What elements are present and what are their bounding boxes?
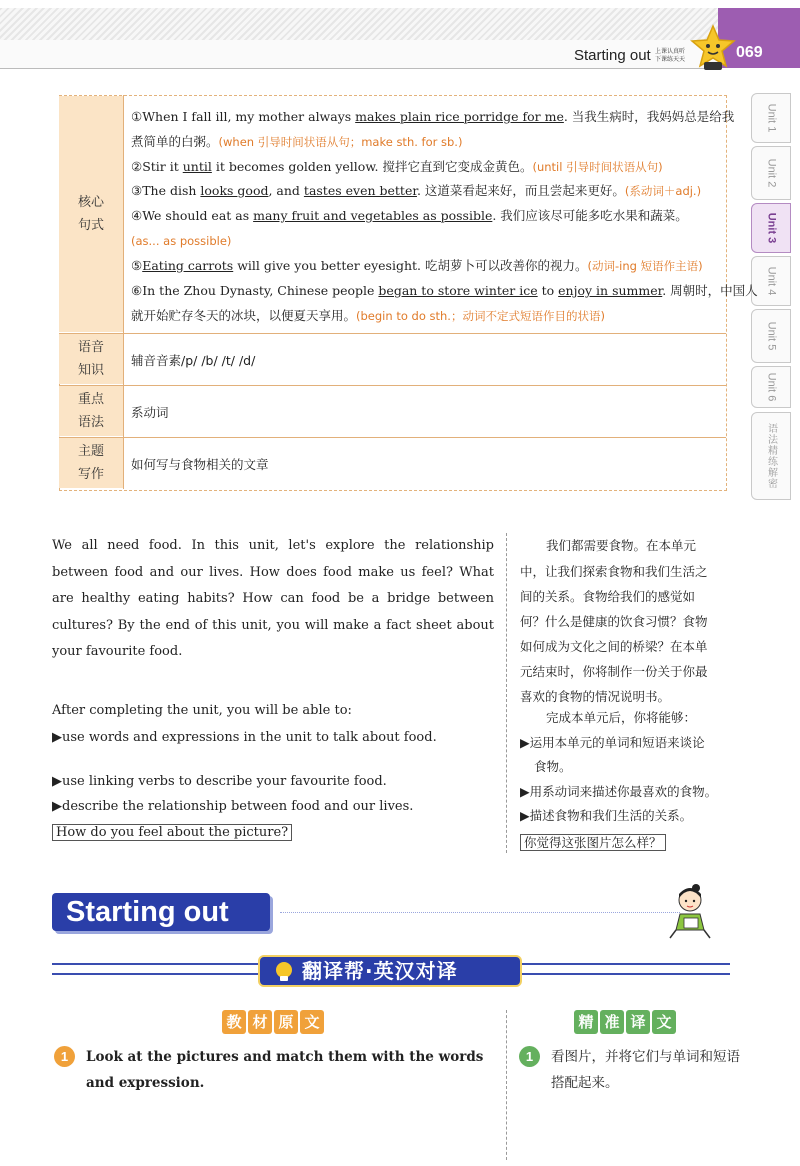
sentence-4-note: (as... as possible) <box>131 234 232 248</box>
label-core-sentences: 核心 句式 <box>59 96 123 332</box>
phonetics-value: 辅音音素/p/ /b/ /t/ /d/ <box>131 353 256 368</box>
label-grammar: 重点 语法 <box>59 386 123 436</box>
sentence-5: ⑤Eating carrots will give you better eyesight. 吃胡萝卜可以改善你的视力。(动词-ing 短语作主语) <box>131 258 703 273</box>
exercise-1-en: Look at the pictures and match them with the words and expression. <box>86 1049 484 1091</box>
table-vertical-rule <box>123 95 124 489</box>
tab-unit-2[interactable]: Unit 2 <box>751 146 791 200</box>
header-stripe <box>0 8 720 40</box>
starting-out-title: Starting out <box>66 896 229 928</box>
page-number: 069 <box>736 44 763 61</box>
tag-original-text: 教 材 原 文 <box>222 1010 326 1034</box>
zh-goal-1-cont: 食物。 <box>534 759 572 774</box>
header-title: Starting out <box>574 47 651 64</box>
zh-line-2: 中，让我们探索食物和我们生活之 <box>520 564 708 579</box>
header-subtitle: 上课认真听 下课练天天 <box>655 48 686 63</box>
label-phonetics: 语音 知识 <box>59 334 123 384</box>
tab-unit-1[interactable]: Unit 1 <box>751 93 791 143</box>
zh-goal-3: ▶描述食物和我们生活的关系。 <box>520 808 693 823</box>
sentence-3: ③The dish looks good, and tastes even better. 这道菜看起来好，而且尝起来更好。(系动词＋adj.) <box>131 183 702 198</box>
translate-bar-rule-right <box>522 963 730 975</box>
goal-3-en: ▶describe the relationship between food and our lives. <box>52 799 414 814</box>
zh-question: 你觉得这张图片怎么样？ <box>520 833 666 851</box>
exercise-number-zh: 1 <box>519 1046 540 1067</box>
column-divider <box>506 533 507 853</box>
table-rule <box>59 437 726 438</box>
zh-line-6: 元结束时，你将制作一份关于你最 <box>520 664 708 679</box>
goal-2-en: ▶use linking verbs to describe your favourite food. <box>52 774 387 789</box>
tab-grammar[interactable]: 语法精练解密 <box>751 412 791 500</box>
table-rule <box>59 333 726 334</box>
sentence-6: ⑥In the Zhou Dynasty, Chinese people began to store winter ice to enjoy in summer. 周朝时，中国人 <box>131 283 758 298</box>
banner-dotted-rule <box>280 912 680 913</box>
zh-line-1: 我们都需要食物。在本单元 <box>546 538 697 553</box>
translate-bar-rule-left <box>52 963 258 975</box>
question-en: How do you feel about the picture? <box>52 825 292 840</box>
sentence-1: ①When I fall ill, my mother always makes plain rice porridge for me. 当我生病时，我妈妈总是给我 <box>131 109 735 124</box>
zh-line-4: 何？什么是健康的饮食习惯？食物 <box>520 614 708 629</box>
zh-after: 完成本单元后，你将能够： <box>546 710 697 725</box>
tab-unit-5[interactable]: Unit 5 <box>751 309 791 363</box>
goal-1-en: ▶use words and expressions in the unit to talk about food. <box>52 730 437 745</box>
zh-line-7: 喜欢的食物的情况说明书。 <box>520 689 671 704</box>
table-rule <box>59 385 726 386</box>
zh-line-3: 间的关系。食物给我们的感觉如 <box>520 589 696 604</box>
zh-goal-2: ▶用系动词来描述你最喜欢的食物。 <box>520 784 718 799</box>
sentence-4: ④We should eat as many fruit and vegetables as possible. 我们应该尽可能多吃水果和蔬菜。 <box>131 208 688 223</box>
grammar-value: 系动词 <box>131 405 169 420</box>
star-mascot-icon <box>690 24 736 72</box>
writing-value: 如何写与食物相关的文章 <box>131 457 269 472</box>
exercise-number-en: 1 <box>54 1046 75 1067</box>
sentence-2: ②Stir it until it becomes golden yellow. 搅拌它直到它变成金黄色。(until 引导时间状语从句) <box>131 159 663 174</box>
sentence-1-cont: 煮简单的白粥。(when 引导时间状语从句；make sth. for sb.) <box>131 134 463 149</box>
tag-translation: 精 准 译 文 <box>574 1010 678 1034</box>
tab-unit-4[interactable]: Unit 4 <box>751 256 791 306</box>
tab-unit-3[interactable]: Unit 3 <box>751 203 791 253</box>
zh-line-5: 如何成为文化之间的桥梁？在本单 <box>520 639 708 654</box>
tab-unit-6[interactable]: Unit 6 <box>751 366 791 408</box>
exercise-1-zh: 看图片，并将它们与单词和短语搭配起来。 <box>551 1049 740 1091</box>
label-writing: 主题 写作 <box>59 438 123 488</box>
zh-goal-1: ▶运用本单元的单词和短语来谈论 <box>520 735 705 750</box>
girl-mascot-icon <box>664 884 716 942</box>
intro-after-en: After completing the unit, you will be able to: <box>52 703 352 718</box>
intro-paragraph-en: We all need food. In this unit, let's explore the relationship between food and our lives. How does food make us feel? What are healthy eating habits? How can food be a bridge between cultures? By the end of this unit, you will make a fact sheet about your favourite food. <box>52 538 494 659</box>
column-divider-lower <box>506 1010 507 1160</box>
lightbulb-icon <box>272 960 296 984</box>
sentence-6-cont: 就开始贮存冬天的冰块，以便夏天享用。(begin to do sth.；动词不定式短语作目的状语) <box>131 308 605 323</box>
translate-bar-title: 翻译帮·英汉对译 <box>302 959 458 983</box>
